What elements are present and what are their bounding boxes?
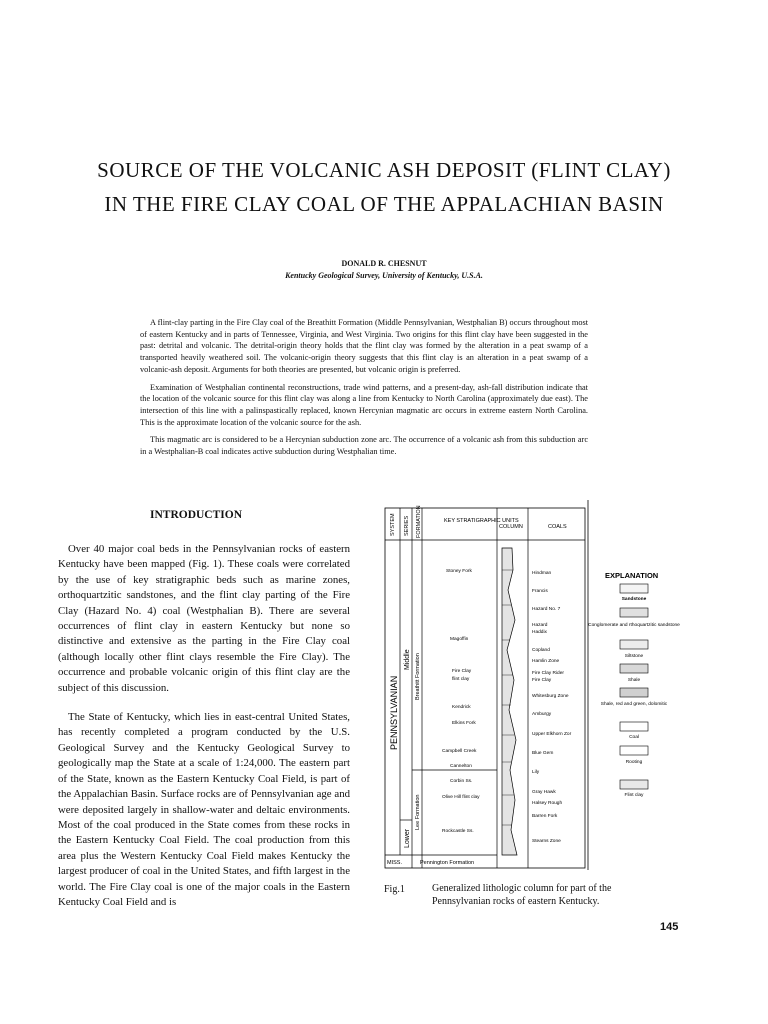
coal-name: Copland [532,648,550,653]
coal-name: Fire Clay Rider [532,671,564,676]
shale-red-green-swatch [620,688,648,697]
header-coals: COALS [548,524,567,530]
key-unit: Rockcastle Ss. [442,829,474,834]
coal-name: Stearns Zone [532,839,561,844]
bottom-formation-label: Pennington Formation [420,860,475,866]
siltstone-swatch [620,640,648,649]
coal-name: Amburgy [532,712,552,717]
header-key-units: KEY STRATIGRAPHIC UNITS [444,518,519,524]
abstract-paragraph-1: A flint-clay parting in the Fire Clay coal of the Breathitt Formation (Middle Pennsylvanian, Westphalian B) occurs throughout most of eastern Kentucky and in parts of Tennessee, Virginia, and West Virginia. Two origins for this flint clay have been suggested in the past: detrital and volcanic. The detrital-origin theory holds that the flint clay was formed by the alteration in a peat swamp of a transported heavily weathered soil. The volcanic-origin theory suggests that this flint clay is an alteration in a peat swamp of a volcanic-ash deposit. Arguments for both theories are presented, but volcanic origin is preferred. [140,318,588,374]
key-unit: flint clay [452,677,470,682]
key-unit: Elkins Fork [452,721,476,726]
body-text [58,542,350,924]
coal-name: Blue Gem [532,751,554,756]
title-line-2: IN THE FIRE CLAY COAL OF THE APPALACHIAN BASIN [104,192,664,216]
key-unit: Magoffin [450,637,469,642]
coal-name: Hazard [532,623,548,628]
conglomerate-swatch [620,608,648,617]
stratigraphic-column-figure [380,500,690,875]
key-unit: Olive Hill flint clay [442,795,480,800]
coal-name: Francis [532,589,548,594]
abstract-paragraph-3: This magmatic arc is considered to be a Hercynian subduction zone arc. The occurrence of a volcanic ash from this subduction arc in a Westphalian-B coal indicates active subduction during Westphalian time. [140,435,588,457]
coal-name: Hazard No. 7 [532,607,561,612]
coal-name: Gray Hawk [532,790,556,795]
figure-1 [380,500,690,880]
abstract [140,317,588,464]
system-label: PENNSYLVANIAN [389,675,399,750]
coal-name: Upper Elkhorn Zor [532,732,572,737]
legend-label: Sandstone [621,597,647,602]
rooting-swatch [620,746,648,755]
explanation-title: EXPLANATION [605,571,659,580]
key-unit: Stoney Fork [446,569,472,574]
legend-label: Conglomerate and rthoquartzitic sandstone [588,623,680,628]
page-number: 145 [660,921,679,933]
legend-label: Siltstone [624,654,644,659]
coal-name: Whitesburg Zone [532,694,569,699]
legend-label: Coal [629,735,639,740]
legend-label: Flint clay [624,793,644,798]
legend-label: Shale, red and green, dolomitic [600,702,668,707]
coal-name: Lily [532,770,540,775]
formation-label-breathitt: Breathitt Formation [415,653,421,700]
key-unit: Cannelton [450,764,472,769]
key-unit: Fire Clay [452,669,472,674]
header-column: COLUMN [499,524,523,530]
coal-name: Fire Clay [532,678,552,683]
shale-swatch [620,664,648,673]
section-heading: INTRODUCTION [150,509,243,521]
figure-caption: Generalized lithologic column for part of the Pennsylvanian rocks of eastern Kentucky. [432,883,612,907]
figure-caption-label: Fig.1 [384,884,405,895]
title-line-1: SOURCE OF THE VOLCANIC ASH DEPOSIT (FLINT CLAY) [97,158,671,182]
body-paragraph-2: The State of Kentucky, which lies in east-central United States, has recently completed a program conducted by the U.S. Geological Survey and the Kentucky Geological Survey to geologically map the State at a scale of 1:24,000. The eastern part of the State, known as the Eastern Kentucky Coal Field, is part of the Appalachian Basin. Surface rocks are of Pennsylvanian age and were deposited largely in shallow-water and deltaic environments. Most of the coal produced in the State comes from these rocks in the Eastern Kentucky Coal Field. The coal production from this area plus the Western Kentucky Coal Field makes Kentucky the largest producer of coal in the United States, and fifth largest in the world. The Fire Clay coal is one of the major coals in the Eastern Kentucky Coal Field and is [58,711,350,908]
system-label-miss: MISS. [387,860,402,866]
flint-clay-swatch [620,780,648,789]
coal-name: Barren Fork [532,814,558,819]
key-unit: Corbin Ss. [450,779,473,784]
key-unit: Kendrick [452,705,471,710]
legend-label: Rooting [625,760,643,765]
coal-name: Hamlin Zone [532,659,560,664]
abstract-paragraph-2: Examination of Westphalian continental reconstructions, trade wind patterns, and a present-day, ash-fall distribution indicate that the location of the volcanic source for this flint clay was along a line from Kentucky to North Carolina (approximately due east). The intersection of this line with a palinspastically replaced, known Hercynian magmatic arc occurs in extreme eastern North Carolina. This is the approximate location of the volcanic source for the ash. [140,382,588,427]
series-label-middle: Middle [404,649,411,670]
series-label-lower: Lower [404,828,411,848]
coal-name: Haddix [532,630,547,635]
sandstone-swatch [620,584,648,593]
header-system: SYSTEM [390,513,396,536]
header-series: SERIES [404,515,410,536]
affiliation: Kentucky Geological Survey, University of Kentucky, U.S.A. [285,271,483,280]
coal-swatch [620,722,648,731]
coal-name: Halsey Rough [532,801,563,806]
legend-label: Shale [627,678,641,683]
author: DONALD R. CHESNUT [341,259,427,268]
formation-label-lee: Lee Formation [415,794,421,830]
header-formation: FORMATION [416,505,422,538]
coal-name: Hindman [532,571,552,576]
body-paragraph-1: Over 40 major coal beds in the Pennsylvanian rocks of eastern Kentucky have been mapped (Fig. 1). These coals were correlated by the use of key stratigraphic beds such as marine zones, orthoquartzitic sandstones, and the flint clay parting of the Fire Clay (Hazard No. 4) coal (Westphalian B). There are several occurrences of flint clay in eastern Kentucky but none so distinctive and extensive as the parting in the Fire Clay coal (although locally other flint clays resemble the Fire Clay). The occurrence and probable volcanic origin of this flint clay are the subject of this discussion. [58,543,350,694]
key-unit: Campbell Creek [442,749,477,754]
